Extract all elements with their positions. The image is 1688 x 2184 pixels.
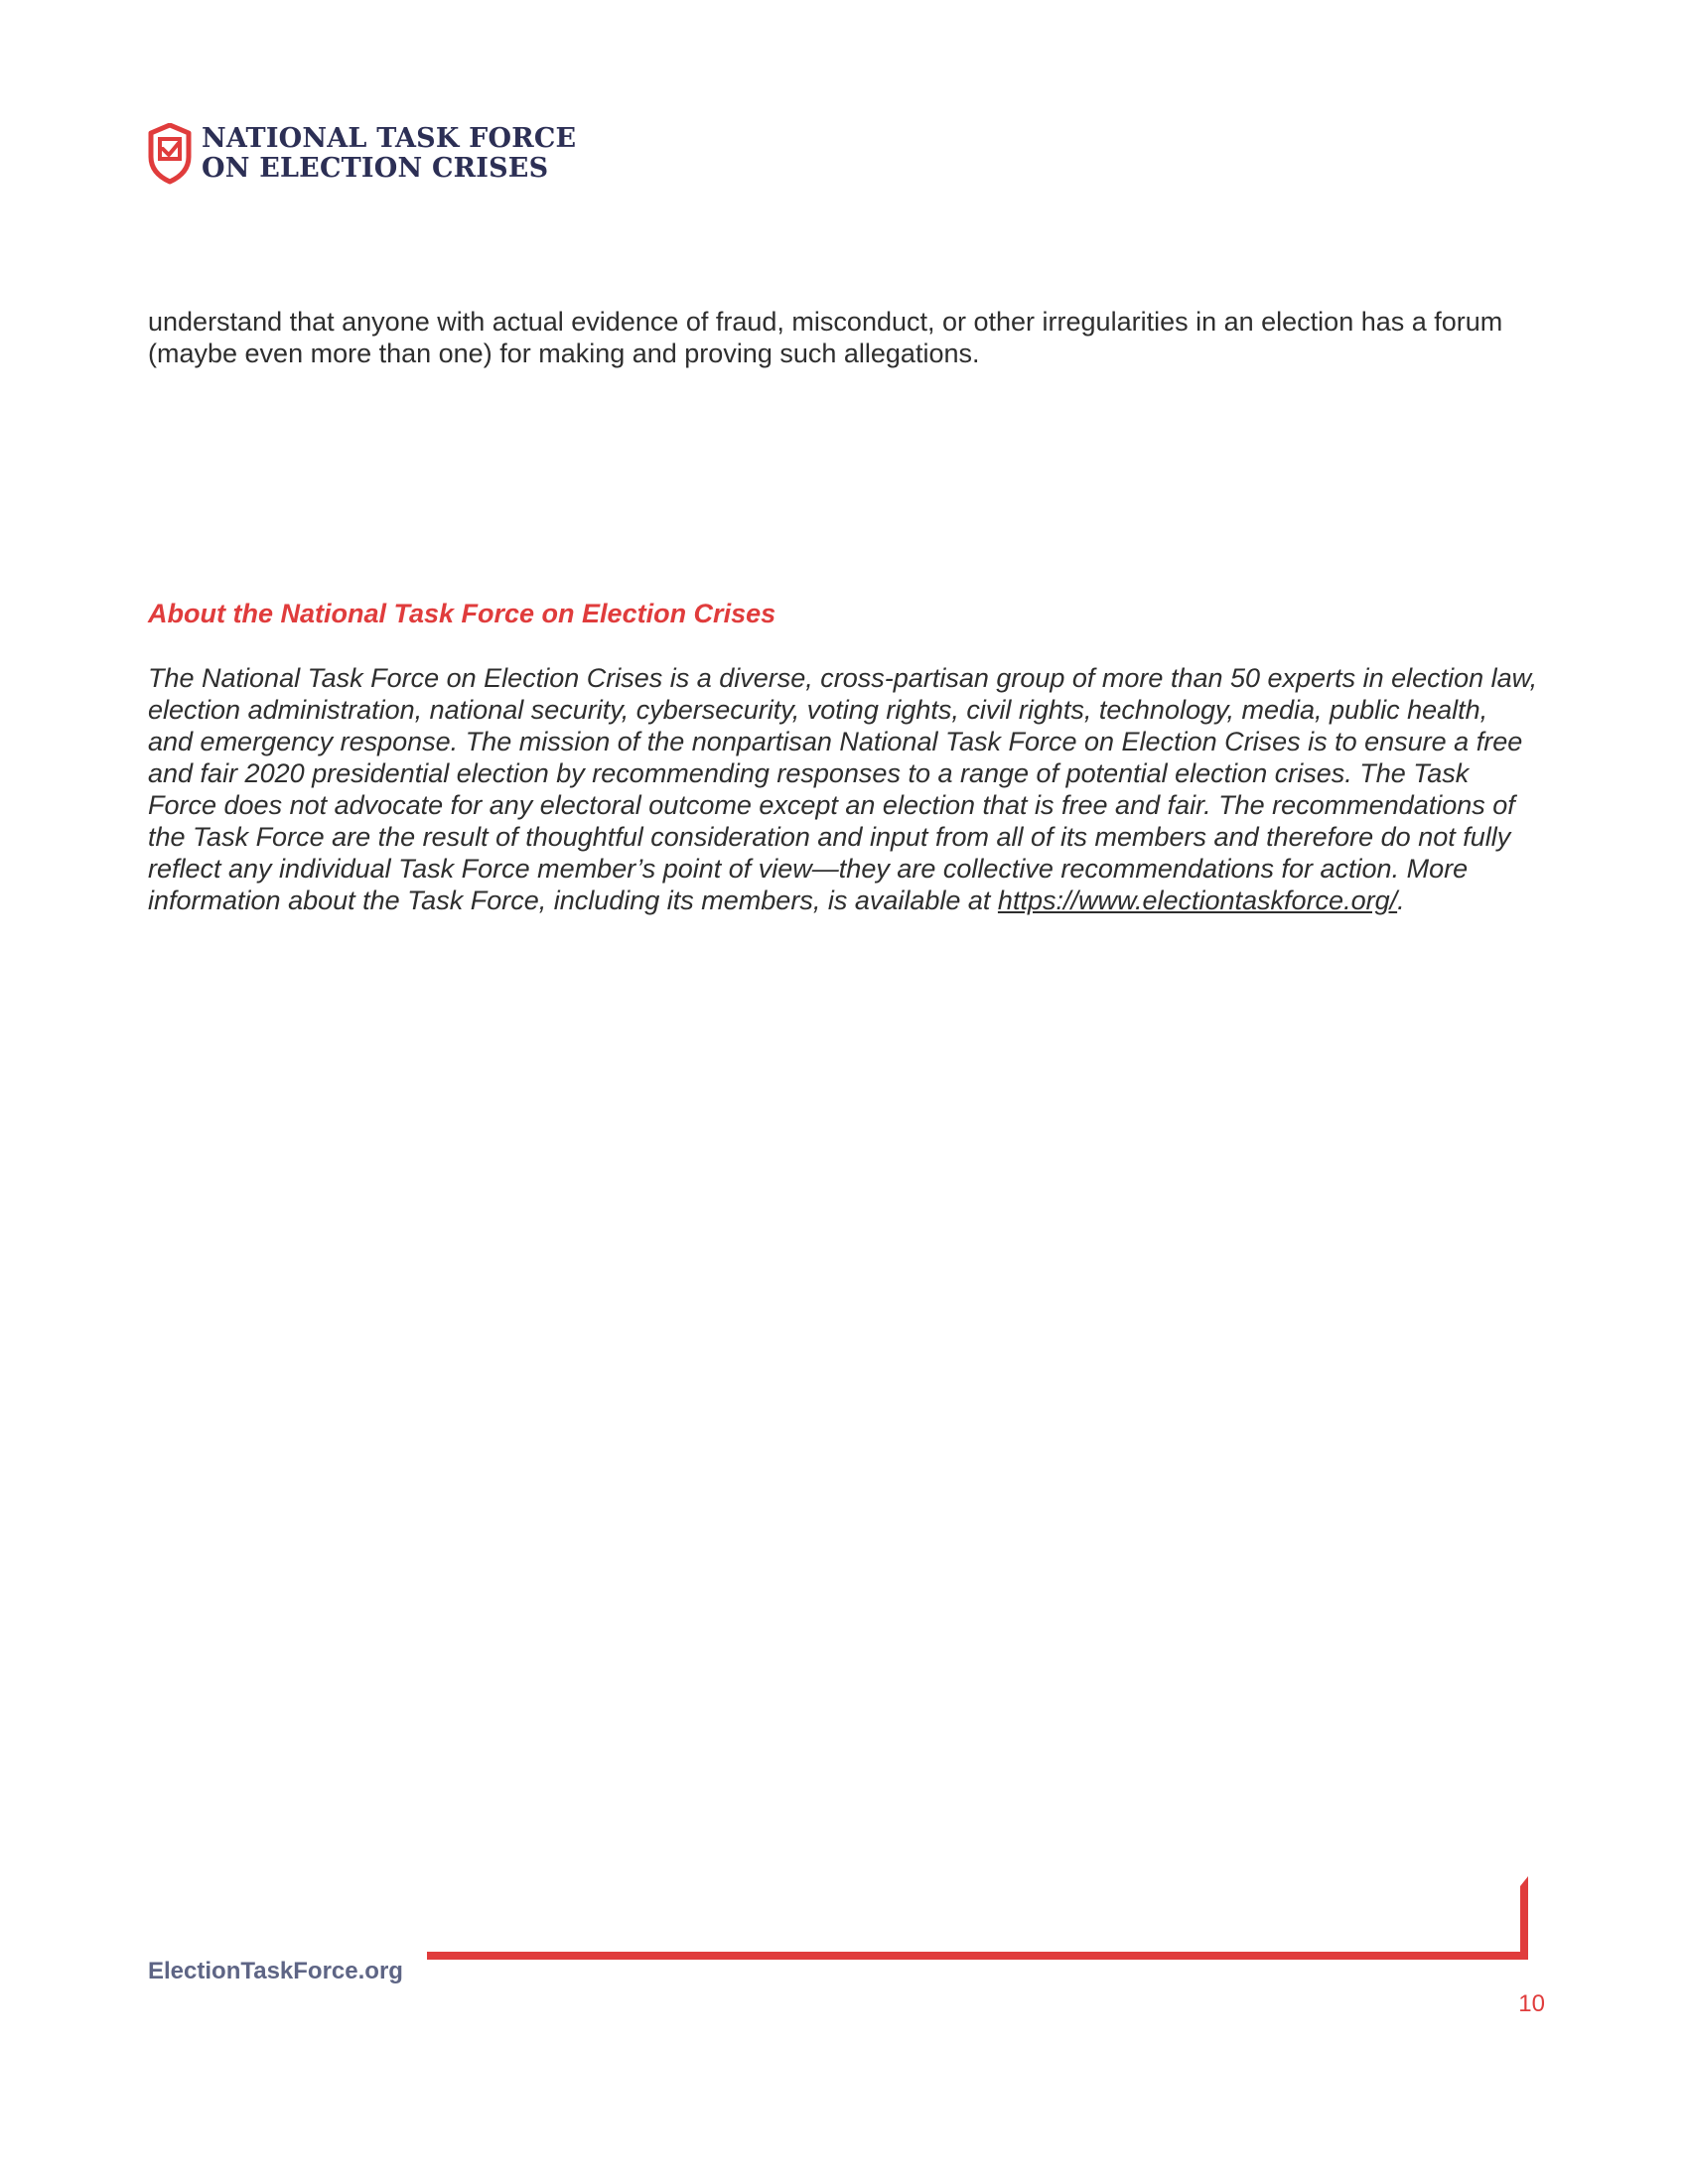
footer-rule xyxy=(427,1866,1549,1976)
footer-vertical-rule xyxy=(1520,1876,1528,1960)
logo-line-2: ON ELECTION CRISES xyxy=(202,153,549,184)
organization-logo xyxy=(148,123,576,185)
shield-check-icon xyxy=(148,123,192,185)
continuation-paragraph: understand that anyone with actual evidence of fraud, misconduct, or other irregularities in an election has a forum (maybe even more than one) for making and proving such allegations. xyxy=(148,307,1503,368)
about-trailing-period: . xyxy=(1397,886,1405,915)
page-number: 10 xyxy=(1518,1990,1545,2017)
task-force-website-link[interactable]: https://www.electiontaskforce.org/ xyxy=(997,886,1398,915)
about-body-text: The National Task Force on Election Crises is a diverse, cross-partisan group of more than 50 experts in election law, election administration, national security, cybersecurity, voting rights, civil rights, technology, media, public health, and emergency response. The mission of the nonpartisan National Task Force on Election Crises is to ensure a free and fair 2020 presidential election by recommending responses to a range of potential election crises. The Task Force does not advocate for any electoral outcome except an election that is free and fair. The recommendations of the Task Force are the result of thoughtful consideration and input from all of its members and therefore do not fully reflect any individual Task Force member’s point of view—they are collective recommendations for action. More information about the Task Force, including its members, is available at xyxy=(148,663,1538,915)
logo-line-1: NATIONAL TASK FORCE xyxy=(202,123,577,154)
logo-wordmark xyxy=(202,124,576,184)
footer-horizontal-rule xyxy=(427,1952,1527,1960)
about-paragraph xyxy=(148,662,1538,916)
footer-website: ElectionTaskForce.org xyxy=(148,1958,403,1984)
about-heading: About the National Task Force on Election Crises xyxy=(148,599,776,628)
